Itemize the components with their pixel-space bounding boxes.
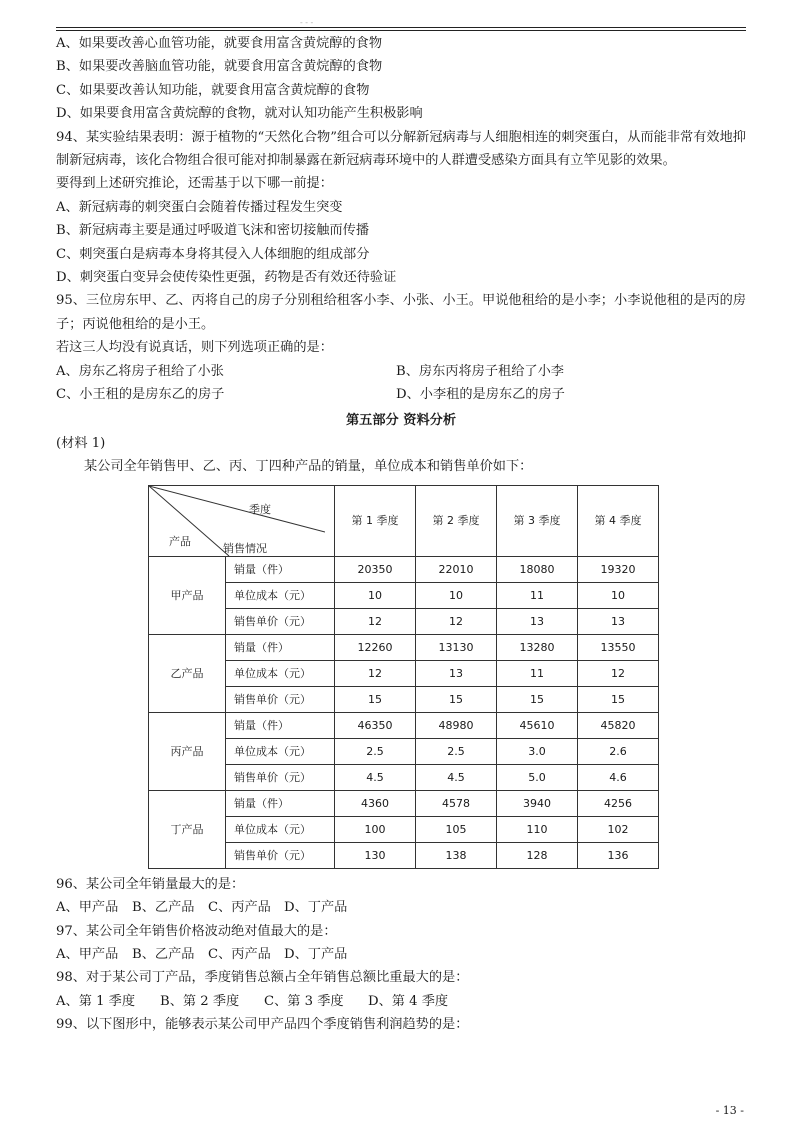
value-cell: 138 bbox=[416, 842, 497, 868]
value-cell: 10 bbox=[578, 582, 659, 608]
value-cell: 45610 bbox=[497, 712, 578, 738]
value-cell: 15 bbox=[335, 686, 416, 712]
value-cell: 19320 bbox=[578, 556, 659, 582]
value-cell: 13 bbox=[497, 608, 578, 634]
q98-option-b: B、第 2 季度 bbox=[160, 993, 240, 1009]
table-row bbox=[149, 816, 659, 842]
metric-label-cell: 单位成本（元） bbox=[226, 816, 335, 842]
q96-stem: 96、某公司全年销量最大的是： bbox=[56, 876, 245, 892]
product-name-cell: 乙产品 bbox=[149, 634, 226, 712]
value-cell: 20350 bbox=[335, 556, 416, 582]
value-cell: 13280 bbox=[497, 634, 578, 660]
metric-label-cell: 销售单价（元） bbox=[226, 842, 335, 868]
q94-stem: 94、某实验结果表明：源于植物的“天然化合物”组合可以分解新冠病毒与人细胞相连的刺突蛋白，从而能非常有效地抑制新冠病毒，该化合物组合很可能对抑制暴露在新冠病毒环境中的人群遭受感染方面具有立竿见影的效果。 bbox=[56, 129, 746, 169]
q94-option-d: D、刺突蛋白变异会使传染性更强，药物是否有效还待验证 bbox=[56, 270, 397, 286]
q94-question: 要得到上述研究推论，还需基于以下哪一前提： bbox=[56, 176, 333, 192]
page-number: - 13 - bbox=[715, 1104, 744, 1117]
q95-option-d: D、小李租的是房东乙的房子 bbox=[396, 387, 565, 403]
header-smudge: - - - bbox=[300, 18, 314, 27]
q95-options-row-1 bbox=[56, 360, 746, 383]
q95-stem: 95、三位房东甲、乙、丙将自己的房子分别租给租客小李、小张、小王。甲说他租给的是小李；小李说他租的是丙的房子；丙说他租给的是小王。 bbox=[56, 293, 746, 332]
value-cell: 15 bbox=[497, 686, 578, 712]
value-cell: 13 bbox=[416, 660, 497, 686]
value-cell: 2.5 bbox=[335, 738, 416, 764]
q97-options bbox=[56, 943, 746, 966]
metric-label-cell: 销售单价（元） bbox=[226, 686, 335, 712]
value-cell: 3.0 bbox=[497, 738, 578, 764]
table-row bbox=[149, 738, 659, 764]
value-cell: 102 bbox=[578, 816, 659, 842]
q98-stem: 98、对于某公司丁产品，季度销售总额占全年销售总额比重最大的是： bbox=[56, 970, 469, 986]
value-cell: 46350 bbox=[335, 712, 416, 738]
value-cell: 130 bbox=[335, 842, 416, 868]
q94-option-a: A、新冠病毒的刺突蛋白会随着传播过程发生突变 bbox=[56, 199, 343, 215]
quarter-header: 第 3 季度 bbox=[497, 485, 578, 556]
value-cell: 4.5 bbox=[335, 764, 416, 790]
metric-label-cell: 单位成本（元） bbox=[226, 738, 335, 764]
q93-option-d: D、如果要食用富含黄烷醇的食物，就对认知功能产生积极影响 bbox=[56, 106, 423, 122]
metric-label-cell: 销量（件） bbox=[226, 790, 335, 816]
q97-option-a: A、甲产品 bbox=[56, 946, 119, 962]
q98-option-c: C、第 3 季度 bbox=[264, 993, 344, 1009]
table-row bbox=[149, 686, 659, 712]
q95-option-a: A、房东乙将房子租给了小张 bbox=[56, 363, 224, 379]
q93-option-c: C、如果要改善认知功能，就要食用富含黄烷醇的食物 bbox=[56, 82, 370, 98]
value-cell: 12260 bbox=[335, 634, 416, 660]
metric-label-cell: 销量（件） bbox=[226, 556, 335, 582]
material-intro: 某公司全年销售甲、乙、丙、丁四种产品的销量，单位成本和销售单价如下： bbox=[84, 459, 533, 475]
q97-option-b: B、乙产品 bbox=[132, 946, 195, 962]
metric-label-cell: 销售单价（元） bbox=[226, 764, 335, 790]
value-cell: 45820 bbox=[578, 712, 659, 738]
value-cell: 13550 bbox=[578, 634, 659, 660]
table-row bbox=[149, 582, 659, 608]
value-cell: 4578 bbox=[416, 790, 497, 816]
corner-season-label: 季度 bbox=[249, 502, 271, 516]
value-cell: 11 bbox=[497, 582, 578, 608]
value-cell: 13 bbox=[578, 608, 659, 634]
value-cell: 3940 bbox=[497, 790, 578, 816]
q96-option-c: C、丙产品 bbox=[208, 900, 271, 916]
q95-option-c: C、小王租的是房东乙的房子 bbox=[56, 387, 225, 403]
q96-options bbox=[56, 896, 746, 919]
value-cell: 4256 bbox=[578, 790, 659, 816]
q99-stem: 99、以下图形中，能够表示某公司甲产品四个季度销售利润趋势的是： bbox=[56, 1017, 469, 1033]
corner-sales-label: 销售情况 bbox=[223, 541, 267, 555]
value-cell: 22010 bbox=[416, 556, 497, 582]
table-row bbox=[149, 712, 659, 738]
metric-label-cell: 单位成本（元） bbox=[226, 582, 335, 608]
value-cell: 12 bbox=[335, 660, 416, 686]
value-cell: 136 bbox=[578, 842, 659, 868]
value-cell: 12 bbox=[335, 608, 416, 634]
value-cell: 4360 bbox=[335, 790, 416, 816]
table-row bbox=[149, 634, 659, 660]
q97-option-d: D、丁产品 bbox=[284, 946, 348, 962]
product-name-cell: 丁产品 bbox=[149, 790, 226, 868]
q93-option-a: A、如果要改善心血管功能，就要食用富含黄烷醇的食物 bbox=[56, 36, 383, 51]
value-cell: 4.6 bbox=[578, 764, 659, 790]
q95-question: 若这三人均没有说真话，则下列选项正确的是： bbox=[56, 340, 333, 356]
metric-label-cell: 销量（件） bbox=[226, 712, 335, 738]
quarter-header: 第 1 季度 bbox=[335, 485, 416, 556]
value-cell: 12 bbox=[416, 608, 497, 634]
q94-option-c: C、刺突蛋白是病毒本身将其侵入人体细胞的组成部分 bbox=[56, 246, 370, 262]
q95-option-b: B、房东丙将房子租给了小李 bbox=[396, 363, 564, 379]
quarter-header: 第 2 季度 bbox=[416, 485, 497, 556]
product-name-cell: 丙产品 bbox=[149, 712, 226, 790]
table-row bbox=[149, 790, 659, 816]
table-row bbox=[149, 608, 659, 634]
q96-option-d: D、丁产品 bbox=[284, 900, 348, 916]
quarter-header: 第 4 季度 bbox=[578, 485, 659, 556]
q96-option-a: A、甲产品 bbox=[56, 900, 119, 916]
value-cell: 5.0 bbox=[497, 764, 578, 790]
value-cell: 128 bbox=[497, 842, 578, 868]
value-cell: 2.6 bbox=[578, 738, 659, 764]
value-cell: 4.5 bbox=[416, 764, 497, 790]
value-cell: 10 bbox=[335, 582, 416, 608]
metric-label-cell: 销售单价（元） bbox=[226, 608, 335, 634]
material-label: (材料 1) bbox=[56, 435, 106, 451]
corner-product-label: 产品 bbox=[169, 534, 191, 548]
q94-option-b: B、新冠病毒主要是通过呼吸道飞沫和密切接触而传播 bbox=[56, 223, 370, 239]
header-rule bbox=[56, 27, 746, 28]
value-cell: 2.5 bbox=[416, 738, 497, 764]
q95-options-row-2 bbox=[56, 383, 746, 406]
page-content bbox=[56, 32, 746, 1037]
value-cell: 18080 bbox=[497, 556, 578, 582]
value-cell: 12 bbox=[578, 660, 659, 686]
value-cell: 13130 bbox=[416, 634, 497, 660]
q97-stem: 97、某公司全年销售价格波动绝对值最大的是： bbox=[56, 923, 337, 939]
value-cell: 105 bbox=[416, 816, 497, 842]
table-row bbox=[149, 842, 659, 868]
table-row bbox=[149, 764, 659, 790]
product-name-cell: 甲产品 bbox=[149, 556, 226, 634]
value-cell: 15 bbox=[416, 686, 497, 712]
sales-table bbox=[148, 485, 659, 869]
metric-label-cell: 销量（件） bbox=[226, 634, 335, 660]
q96-option-b: B、乙产品 bbox=[132, 900, 195, 916]
q98-options bbox=[56, 990, 746, 1013]
section-title: 第五部分 资料分析 bbox=[345, 412, 457, 428]
value-cell: 48980 bbox=[416, 712, 497, 738]
header-rule-2 bbox=[56, 30, 746, 31]
table-header-row bbox=[149, 485, 659, 556]
q98-option-a: A、第 1 季度 bbox=[56, 993, 136, 1009]
table-row bbox=[149, 660, 659, 686]
q93-option-b: B、如果要改善脑血管功能，就要食用富含黄烷醇的食物 bbox=[56, 59, 383, 75]
value-cell: 10 bbox=[416, 582, 497, 608]
q97-option-c: C、丙产品 bbox=[208, 946, 271, 962]
metric-label-cell: 单位成本（元） bbox=[226, 660, 335, 686]
q98-option-d: D、第 4 季度 bbox=[368, 993, 449, 1009]
value-cell: 11 bbox=[497, 660, 578, 686]
value-cell: 110 bbox=[497, 816, 578, 842]
table-corner-cell bbox=[149, 485, 335, 556]
value-cell: 100 bbox=[335, 816, 416, 842]
value-cell: 15 bbox=[578, 686, 659, 712]
